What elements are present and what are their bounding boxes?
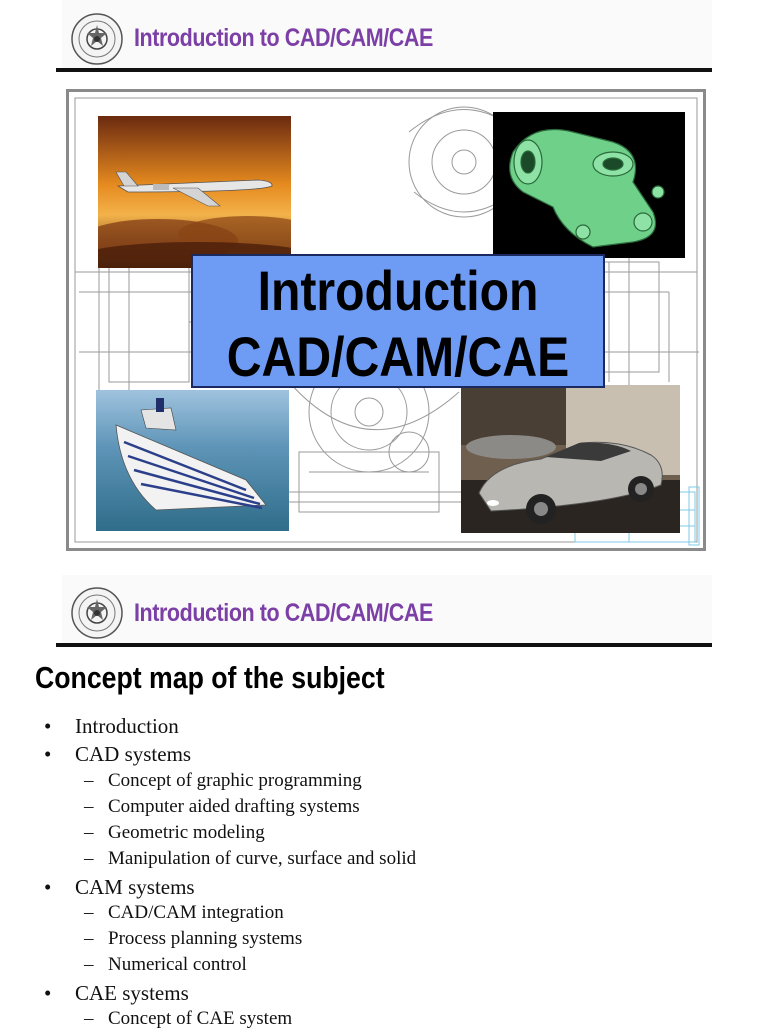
- pump-housing-image: [493, 112, 685, 258]
- business-jet-photo: [98, 116, 291, 268]
- outline-item-label: CAD/CAM integration: [108, 902, 284, 923]
- header-title: Introduction to CAD/CAM/CAE: [134, 599, 433, 627]
- cruise-ship-photo: [96, 390, 289, 531]
- outline-subitem: [84, 1008, 292, 1030]
- bullet-dash: –: [84, 902, 94, 923]
- bullet-dot: •: [44, 714, 52, 738]
- title-line-2: CAD/CAM/CAE: [226, 325, 570, 388]
- header-divider: [56, 643, 712, 647]
- outline-item-label: Numerical control: [108, 954, 247, 975]
- title-line-1: Introduction: [257, 259, 539, 322]
- university-logo: [70, 12, 124, 66]
- outline-item: [44, 875, 195, 900]
- bullet-dot: •: [44, 981, 52, 1005]
- outline-subitem: [84, 796, 360, 818]
- 3d-pump-housing-photo: [493, 112, 685, 258]
- concept-map-heading: Concept map of the subject: [35, 660, 385, 695]
- bullet-dot: •: [44, 742, 52, 766]
- outline-subitem: [84, 770, 362, 792]
- outline-subitem: [84, 848, 416, 870]
- bullet-dash: –: [84, 822, 94, 843]
- outline-item-label: CAM systems: [75, 875, 195, 899]
- outline-subitem: [84, 902, 284, 924]
- header-title: Introduction to CAD/CAM/CAE: [134, 24, 433, 52]
- outline-item-label: Introduction: [75, 714, 179, 738]
- bullet-dash: –: [84, 954, 94, 975]
- sports-car-image: [461, 385, 680, 533]
- outline-item-label: Computer aided drafting systems: [108, 796, 360, 817]
- outline-item-label: Concept of CAE system: [108, 1008, 293, 1029]
- jet-image: [98, 116, 291, 268]
- outline-item-label: CAE systems: [75, 981, 189, 1005]
- outline-item: [44, 742, 191, 767]
- outline-item: [44, 714, 179, 739]
- bullet-dash: –: [84, 770, 94, 791]
- outline-subitem: [84, 822, 265, 844]
- outline-item-label: CAD systems: [75, 742, 192, 766]
- sports-car-render-photo: [461, 385, 680, 533]
- bullet-dash: –: [84, 848, 94, 869]
- outline-subitem: [84, 928, 302, 950]
- university-logo: [70, 586, 124, 640]
- cruise-ship-image: [96, 390, 289, 531]
- outline-subitem: [84, 954, 247, 976]
- outline-item-label: Geometric modeling: [108, 822, 265, 843]
- outline-item: [44, 981, 189, 1006]
- outline-item-label: Concept of graphic programming: [108, 770, 362, 791]
- slide-2: [0, 572, 768, 1029]
- bullet-dot: •: [44, 875, 52, 899]
- bullet-dash: –: [84, 796, 94, 817]
- outline-item-label: Manipulation of curve, surface and solid: [108, 848, 417, 869]
- bullet-dash: –: [84, 928, 94, 949]
- outline-item-label: Process planning systems: [108, 928, 303, 949]
- header-divider: [56, 68, 712, 72]
- bullet-dash: –: [84, 1008, 94, 1029]
- presentation-title-box: [191, 254, 605, 388]
